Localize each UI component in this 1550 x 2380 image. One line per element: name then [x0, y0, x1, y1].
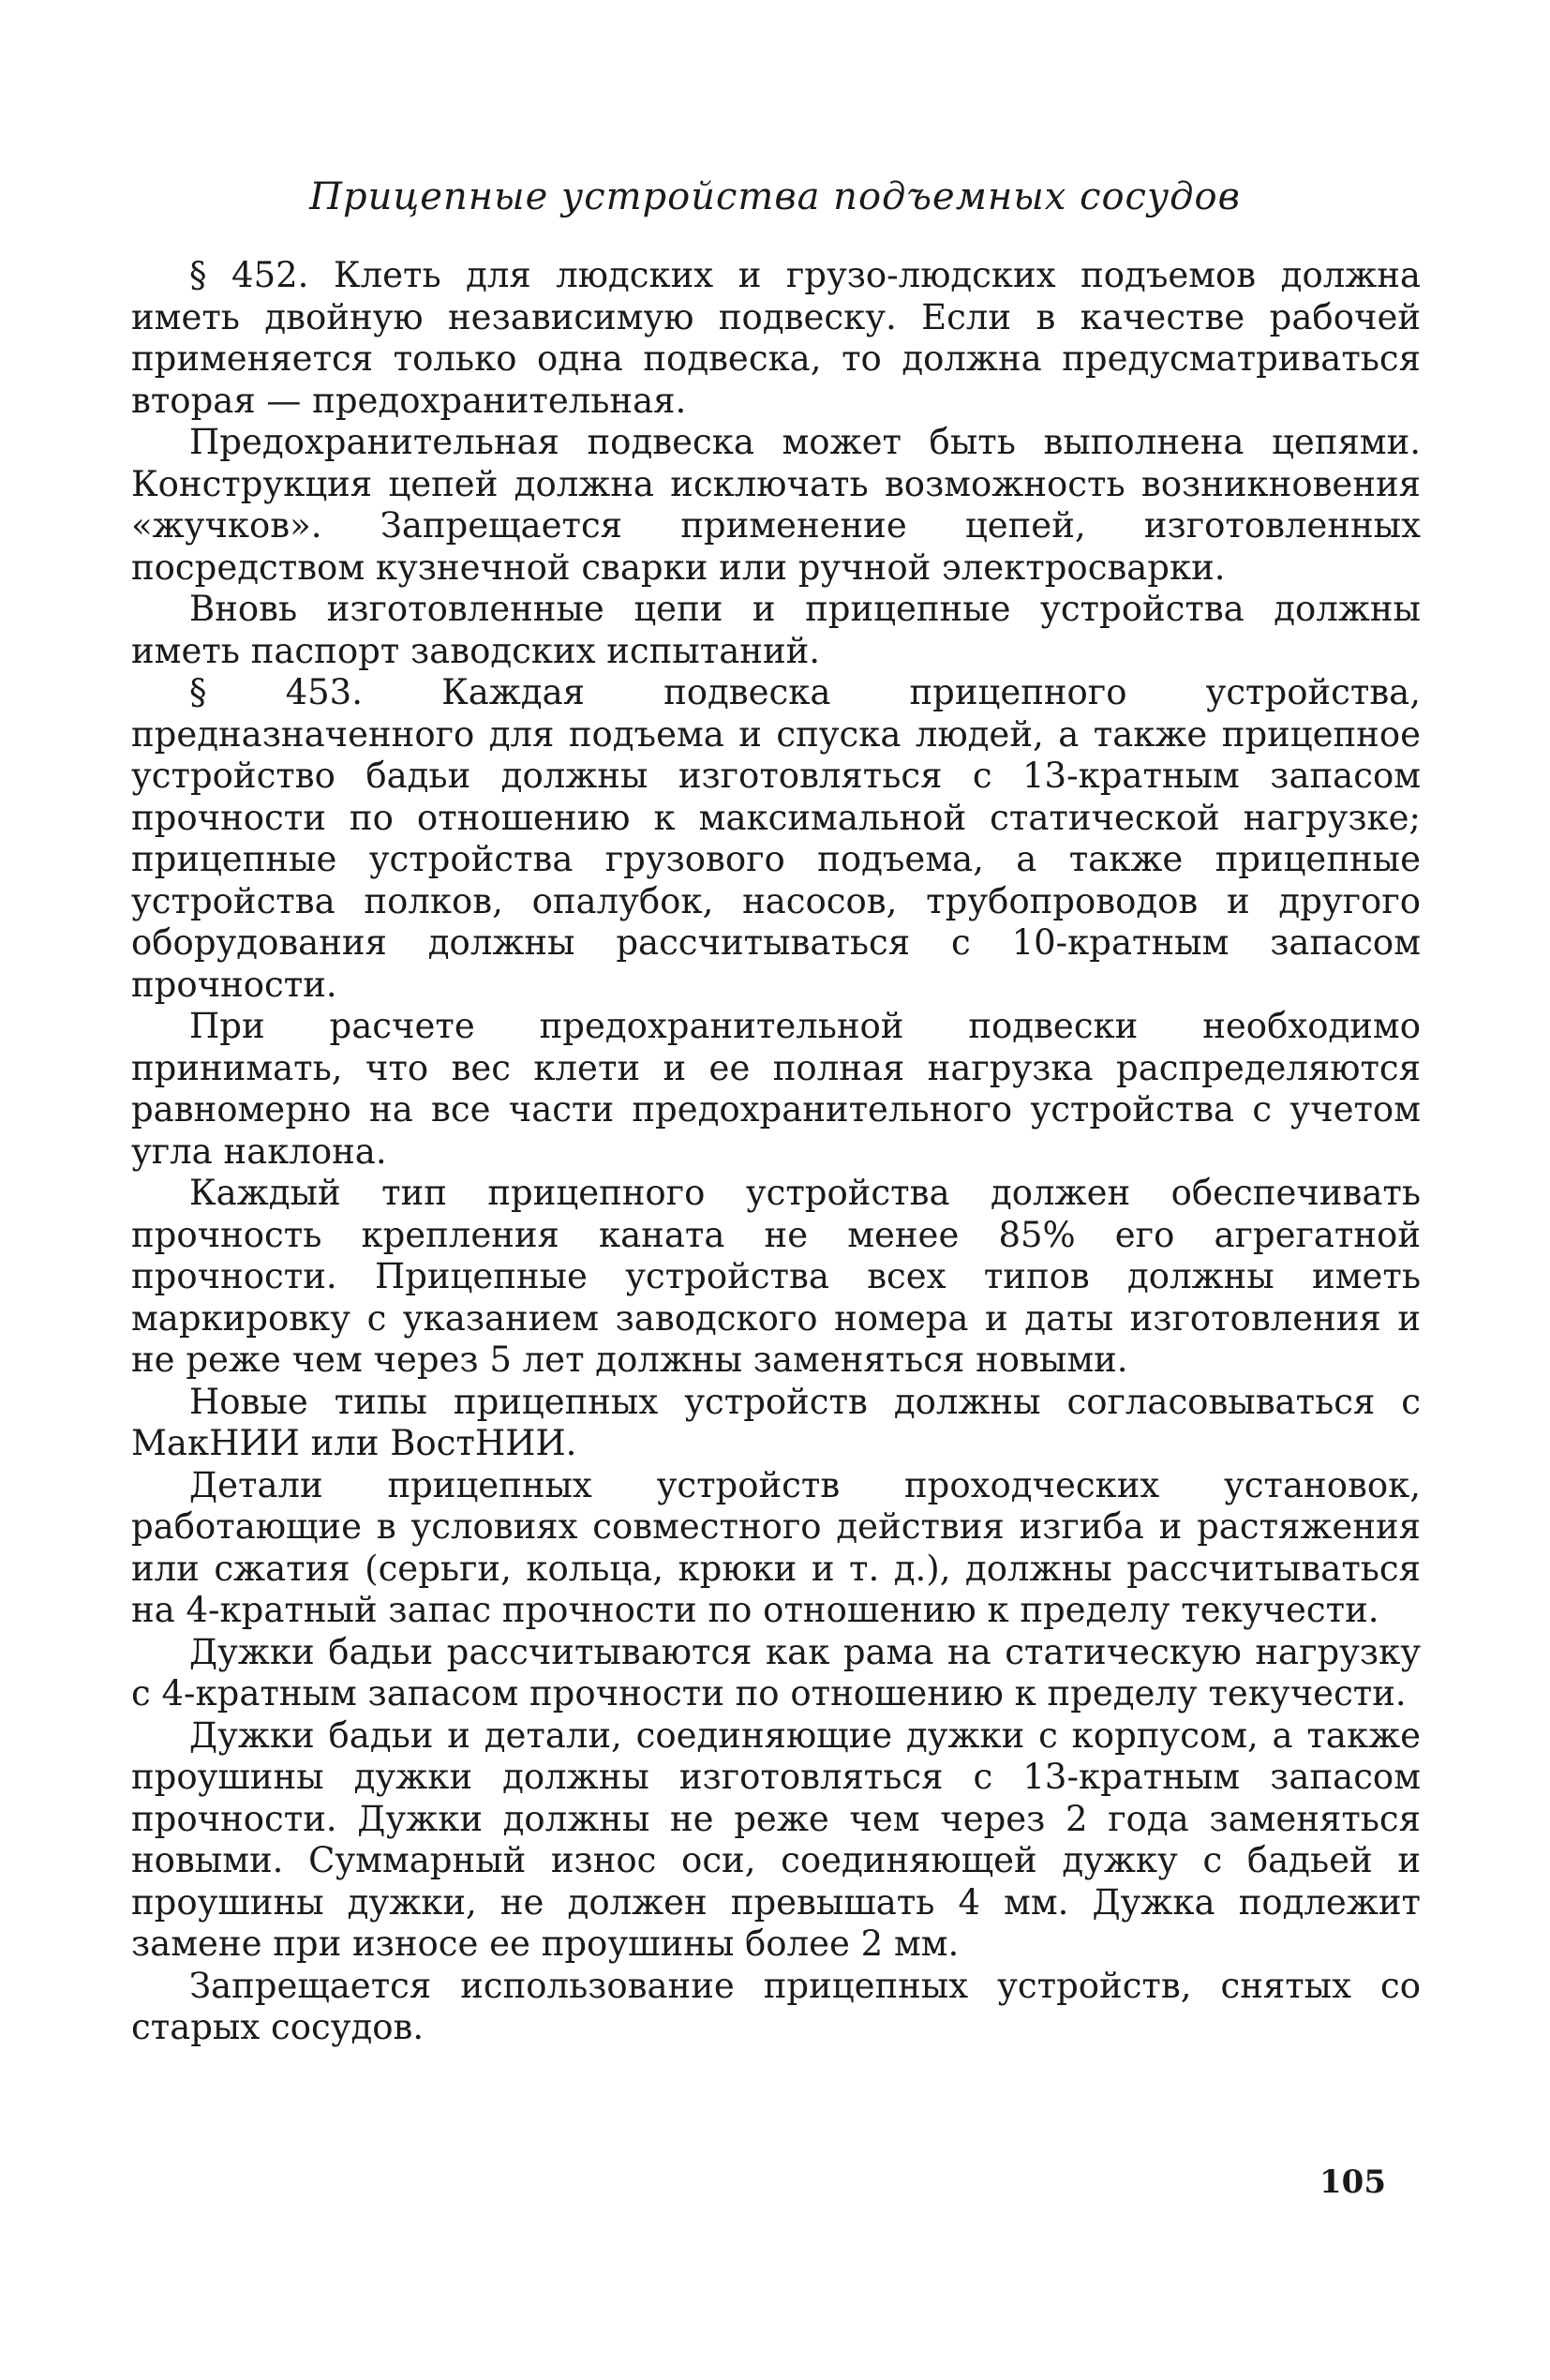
paragraph-bail-wear: Дужки бадьи и детали, соединяющие дужки с корпусом, а также проушины дужки должны изготовляться с 13-кратным запасом прочности. Дужки должны не реже чем через 2 года заменяться новыми. Суммарный износ оси, соединяющей дужку с бадьей и проушины дужки, не должен превышать 4 мм. Дужка подлежит замене при износе ее проушины более 2 мм.: [131, 1714, 1421, 1964]
paragraph-new-types: Новые типы прицепных устройств должны согласовываться с МакНИИ или ВостНИИ.: [131, 1381, 1421, 1463]
body-text: [131, 255, 1421, 2049]
page-number: 105: [1319, 2163, 1386, 2201]
paragraph-452-suspension: § 452. Клеть для людских и грузо-людских подъемов должна иметь двойную независимую подвеску. Если в качестве рабочей применяется только одна подвеска, то должна предусматриваться вторая — предохранительная.: [131, 255, 1421, 421]
paragraph-453-safety-factor: § 453. Каждая подвеска прицепного устройства, предназначенного для подъема и спуска людей, а также прицепное устройство бадьи должны изготовляться с 13-кратным запасом прочности по отношению к максимальной статической нагрузке; прицепные устройства грузового подъема, а также прицепные устройства полков, опалубок, насосов, трубопроводов и другого оборудования должны рассчитываться с 10-кратным запасом прочности.: [131, 672, 1421, 1005]
paragraph-shaft-sinking-parts: Детали прицепных устройств проходческих установок, работающие в условиях совместного действия изгиба и растяжения или сжатия (серьги, кольца, крюки и т. д.), должны рассчитываться на 4-кратный запас прочности по отношению к пределу текучести.: [131, 1464, 1421, 1630]
paragraph-load-distribution: При расчете предохранительной подвески необходимо принимать, что вес клети и ее полная нагрузка распределяются равномерно на все части предохранительного устройства с учетом угла наклона.: [131, 1006, 1421, 1172]
paragraph-bucket-bails: Дужки бадьи рассчитываются как рама на статическую нагрузку с 4-кратным запасом прочности по отношению к пределу текучести.: [131, 1631, 1421, 1714]
paragraph-old-devices: Запрещается использование прицепных устройств, снятых со старых сосудов.: [131, 1965, 1421, 2047]
paragraph-rope-fastening: Каждый тип прицепного устройства должен обеспечивать прочность крепления каната не менее 85% его агрегатной прочности. Прицепные устройства всех типов должны иметь маркировку с указанием заводского номера и даты изготовления и не реже чем через 5 лет должны заменяться новыми.: [131, 1173, 1421, 1380]
paragraph-chain-suspension: Предохранительная подвеска может быть выполнена цепями. Конструкция цепей должна исключать возможность возникновения «жучков». Запрещается применение цепей, изготовленных посредством кузнечной сварки или ручной электросварки.: [131, 422, 1421, 588]
paragraph-passport: Вновь изготовленные цепи и прицепные устройства должны иметь паспорт заводских испытаний.: [131, 589, 1421, 671]
section-title: Прицепные устройства подъемных сосудов: [309, 175, 1241, 218]
